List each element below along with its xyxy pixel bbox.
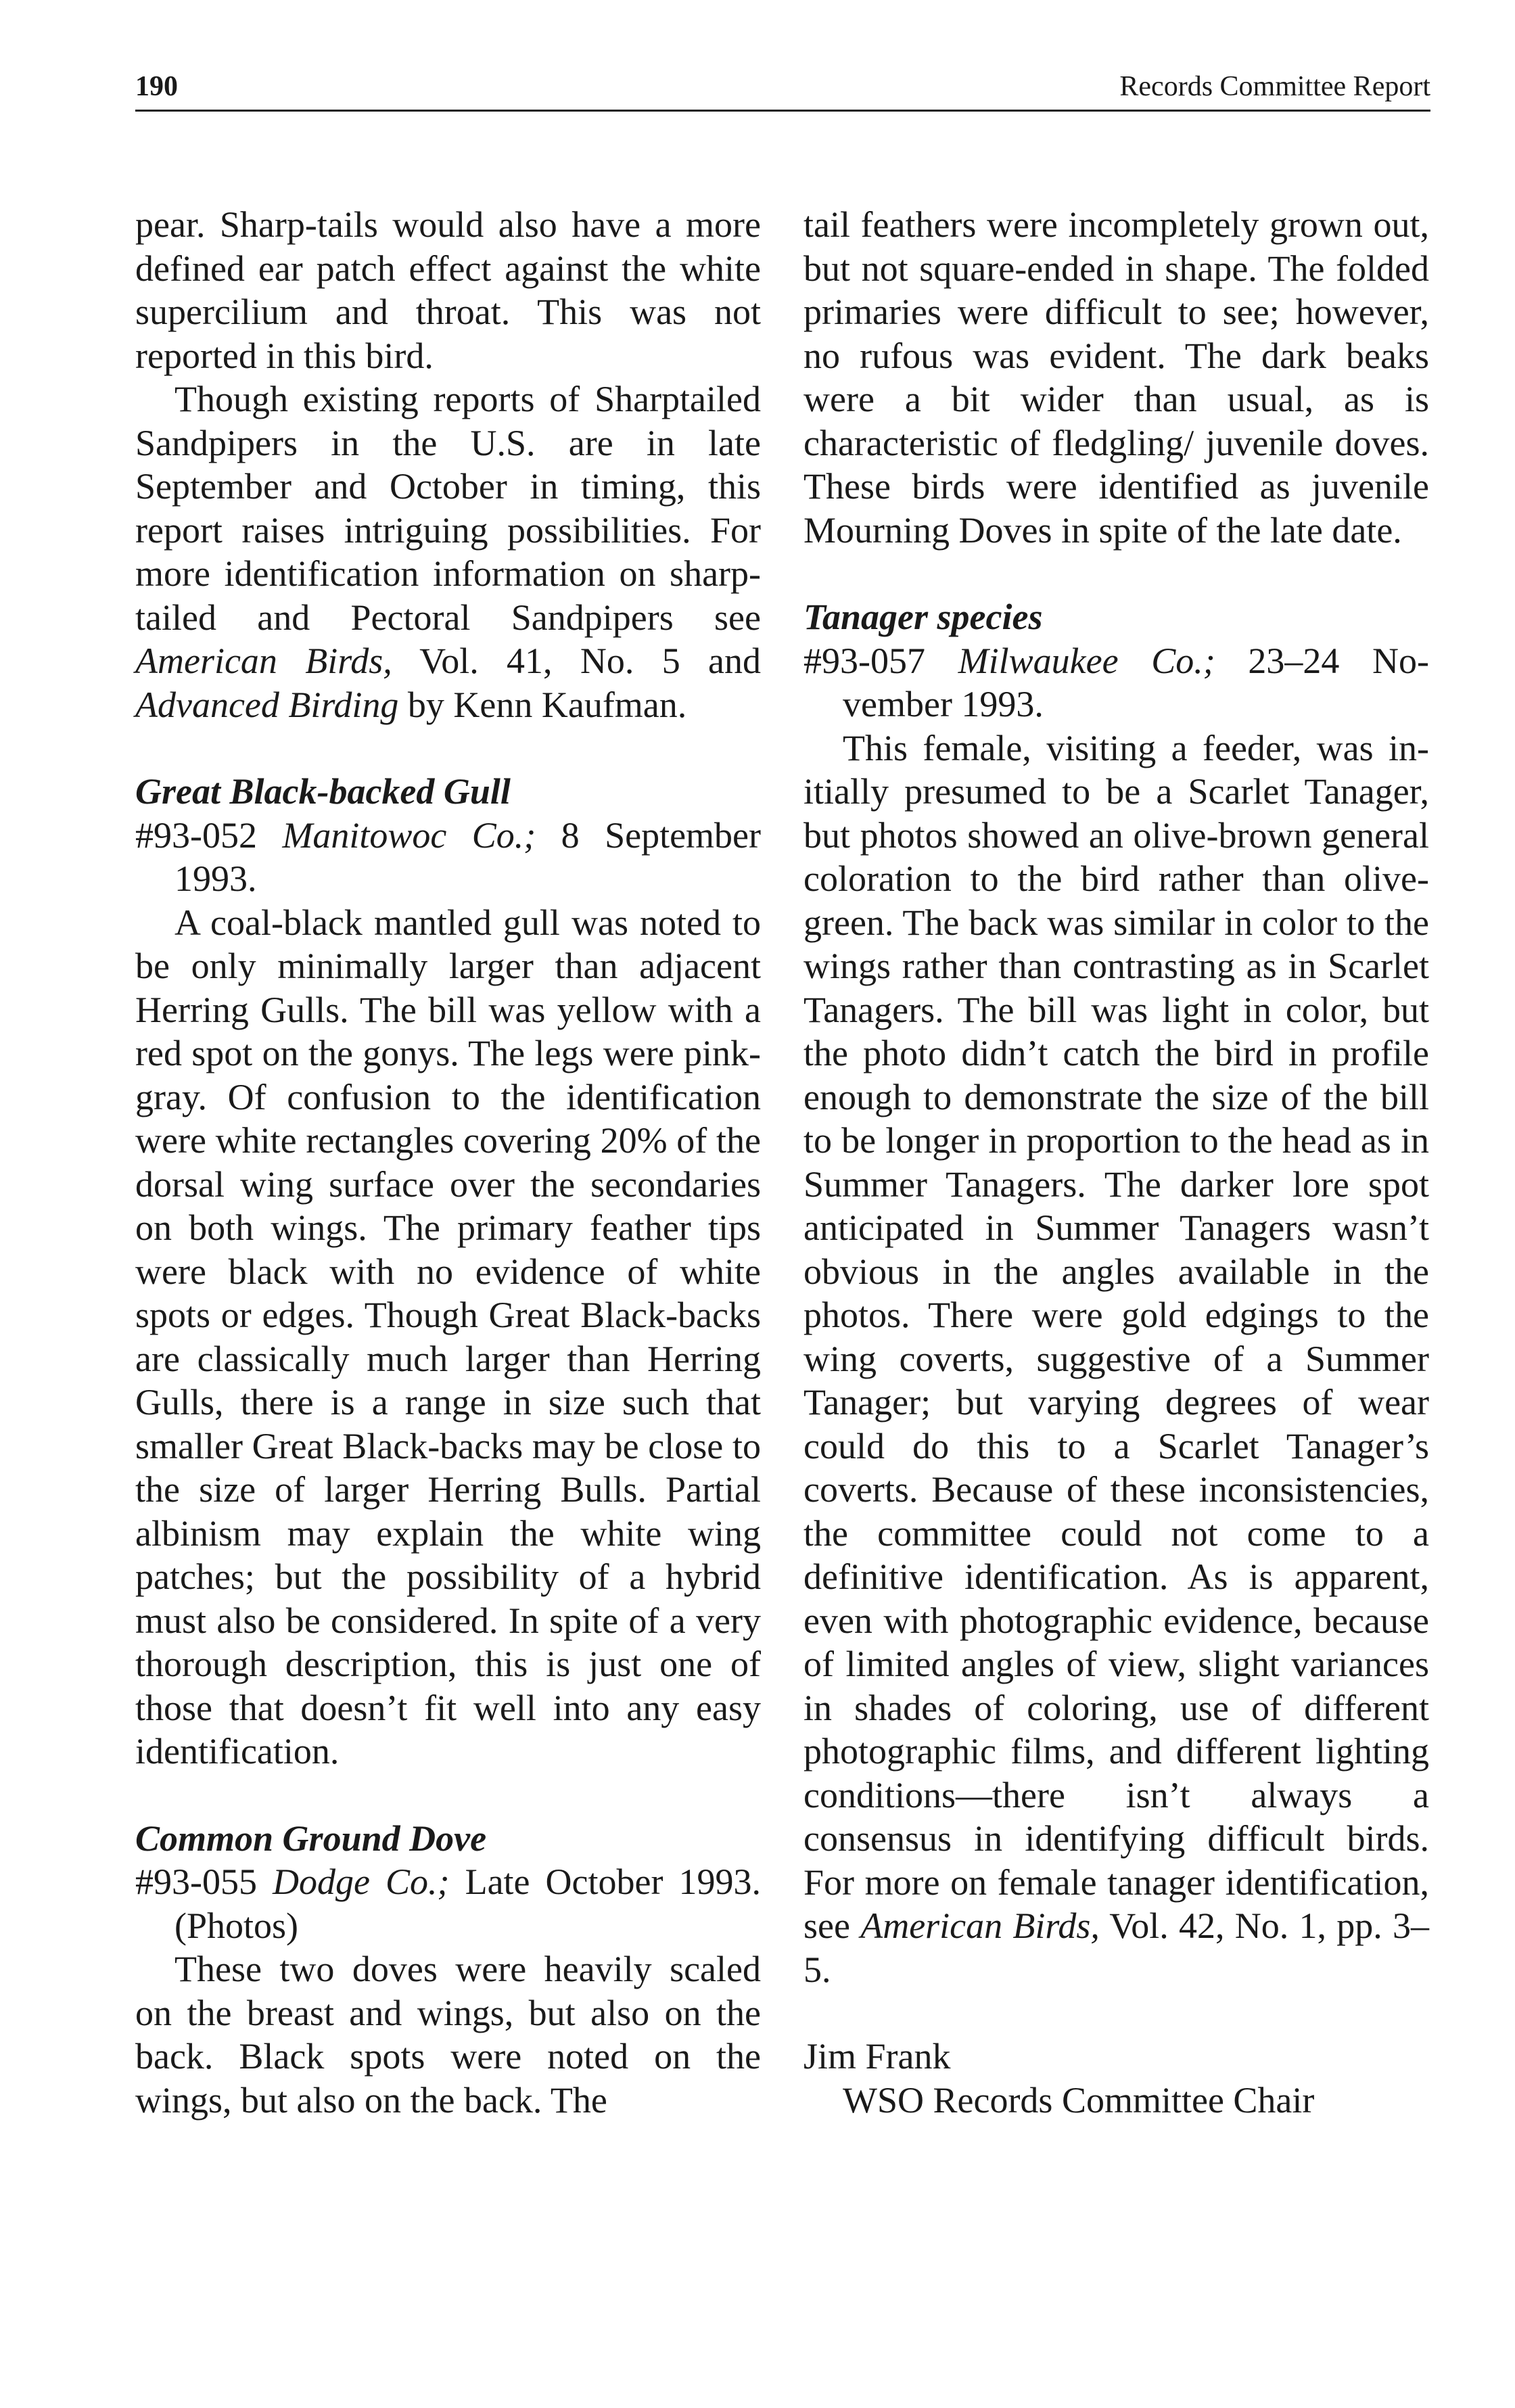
header-rule (135, 110, 1430, 112)
species-title-cgd: Common Ground Dove (135, 1817, 487, 1859)
county: Milwaukee Co.; (958, 640, 1215, 681)
book-title: Advanced Birding (135, 684, 399, 725)
journal-title: American Birds, (860, 1905, 1100, 1946)
county: Manitowoc Co.; (282, 814, 536, 856)
page-number: 190 (135, 71, 178, 102)
record-line-tanager (803, 639, 1429, 726)
record-line-gbbg (135, 814, 761, 901)
tanager-text-a: This female, visiting a feeder, was initially presumed to be a Scarlet Tanager, but photos showed an olive-brown general coloration to the bird rather than olive-green. The back was similar in color to the wings rather than contrasting as in Scarlet Tanagers. The bill was light in color, but the photo didn’t catch the bird in profile enough to demonstrate the size of the bill to be longer in proportion to the head as in Summer Tanagers. The darker lore spot anticipated in Summer Tanagers wasn’t obvious in the angles available in the photos. There were gold edgings to the wing coverts, suggestive of a Summer Tanager; but varying degrees of wear could do this to a Scarlet Tanager’s coverts. Because of these inconsistencies, the committee could not come to a definitive identification. As is apparent, even with photographic evidence, because of limited angles of view, slight variances in shades of coloring, use of different photographic films, and different lighting conditions—there isn’t always a consensus in identifying difficult birds. For more on female tanager identification, see (803, 727, 1429, 1946)
intro-paragraph-2 (135, 377, 761, 726)
species-title-tanager: Tanager species (803, 597, 1043, 637)
species-body-cgd: These two doves were heavily scaled on the breast and wings, but also on the back. Black spots were noted on the wings, but also on the back. The (135, 1949, 761, 2121)
species-body-gbbg: A coal-black mantled gull was noted to be only minimally larger than adjacent Herring Gulls. The bill was yellow with a red spot on the gonys. The legs were pink-gray. Of confusion to the identification were white rectangles covering 20% of the dorsal wing surface over the secondaries on both wings. The primary feather tips were black with no evidence of white spots or edges. Though Great Black-backs are classically much larger than Herring Gulls, there is a range in size such that smaller Great Black-backs may be close to the size of larger Herring Bulls. Partial albinism may explain the white wing patches; but the possibility of a hybrid must also be considered. In spite of a very thorough description, this is just one of those that doesn’t fit well into any easy identification. (135, 902, 761, 1772)
record-date: Late October 1993. (Photos) (174, 1861, 762, 1946)
journal-title: American Birds, (135, 641, 392, 681)
right-column (803, 203, 1429, 2122)
intro-text-b: Vol. 41, No. 5 and (392, 641, 762, 681)
record-number: #93-052 (135, 814, 283, 856)
spacer (803, 1991, 1429, 2035)
tanager-text-b: Vol. 42, No. 1, pp. 3–5. (803, 1905, 1430, 1990)
signature-name: Jim Frank (803, 2036, 951, 2077)
record-number: #93-055 (135, 1861, 273, 1902)
page-header (135, 66, 1430, 107)
left-column (135, 203, 761, 2122)
intro-text-c: by Kenn Kaufman. (398, 684, 687, 725)
intro-text-a: Though existing reports of Sharptailed Sandpipers in the U.S. are in late September and October in timing, this report raises intriguing possibilities. For more identification information on sharp-tailed and Pectoral Sandpipers see (135, 379, 761, 638)
record-line-cgd (135, 1860, 761, 1947)
county: Dodge Co.; (273, 1861, 450, 1902)
signature-role: WSO Records Committee Chair (843, 2079, 1315, 2121)
species-title-gbbg: Great Black-backed Gull (135, 771, 511, 812)
record-date: 8 September 1993. (174, 814, 761, 899)
species-body-tanager (803, 726, 1429, 1992)
intro-paragraph-1: pear. Sharp-tails would also have a more defined ear patch effect against the white supercilium and throat. This was not reported in this bird. (135, 204, 761, 376)
species-body-cgd-continued: tail feathers were incompletely grown out, but not square-ended in shape. The folded primaries were difficult to see; however, no rufous was evident. The dark beaks were a bit wider than usual, as is characteristic of fledgling/ juvenile doves. These birds were identified as juvenile Mourning Doves in spite of the late date. (803, 204, 1429, 551)
running-head: Records Committee Report (1119, 71, 1430, 102)
record-date: 23–24 November 1993. (843, 640, 1429, 724)
record-number: #93-057 (803, 640, 958, 681)
